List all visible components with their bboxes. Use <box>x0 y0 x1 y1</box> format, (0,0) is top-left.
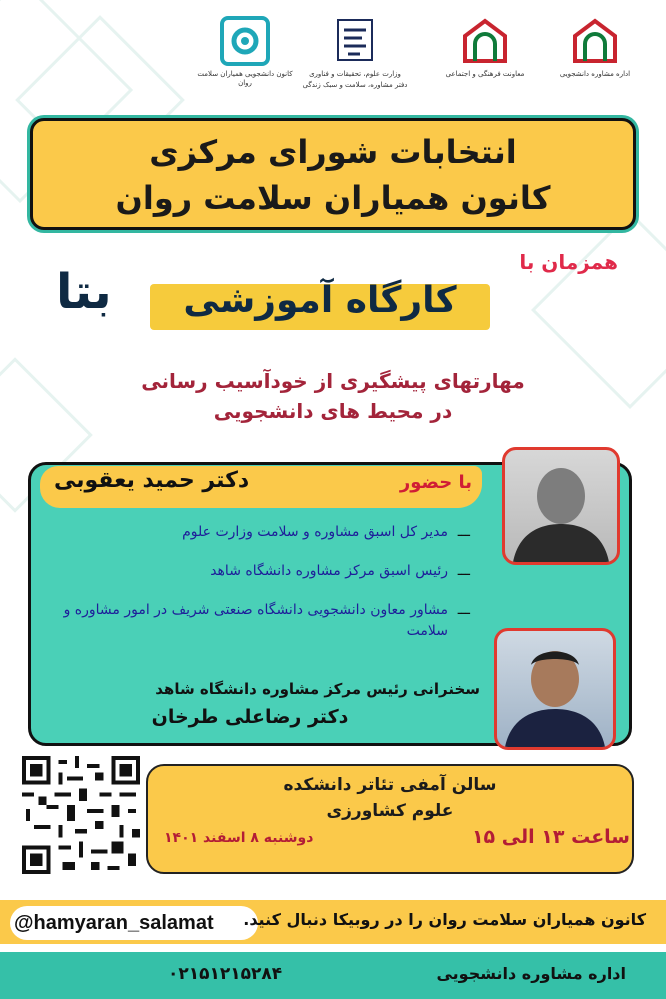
speaker-1-photo <box>502 447 620 565</box>
venue-text <box>160 772 620 824</box>
workshop-title: کارگاه آموزشی <box>183 280 457 321</box>
role-item: ـــ مدیر کل اسبق مشاوره و سلامت وزارت علوم <box>60 522 470 543</box>
logo-caption: کانون دانشجویی همیاران سلامت روان <box>197 70 293 87</box>
title-line-2: کانون همیاران سلامت روان <box>115 179 551 217</box>
lecture-label: سخنرانی رئیس مرکز مشاوره دانشگاه شاهد <box>155 680 480 698</box>
beta-title: بتا <box>56 264 112 320</box>
subtitle-line-1: مهارتهای پیشگیری از خودآسیب رسانی <box>141 369 525 393</box>
logo-caption-line1: وزارت علوم، تحقیقات و فناوری <box>309 70 401 78</box>
event-date: دوشنبه ۸ اسفند ۱۴۰۱ <box>164 830 314 846</box>
dash-bullet: ـــ <box>457 563 470 579</box>
phone-number[interactable]: ۰۲۱۵۱۲۱۵۲۸۴ <box>168 964 283 984</box>
follow-text: کانون همیاران سلامت روان را در روبیکا دنبال کنید. <box>243 910 646 929</box>
title-banner <box>30 118 636 230</box>
event-time: ساعت ۱۳ الی ۱۵ <box>471 826 630 848</box>
logo-counseling-center <box>190 14 300 88</box>
speaker-1-name: دکتر حمید یعقوبی <box>54 468 250 493</box>
shahed-university-logo-1-icon <box>458 14 512 68</box>
office-name: اداره مشاوره دانشجویی <box>436 964 626 983</box>
ministry-calligraphy-logo-icon <box>328 14 382 68</box>
presence-label: با حضور <box>399 472 472 493</box>
venue-line-2: علوم کشاورزی <box>326 801 454 821</box>
logo-ministry <box>300 14 410 90</box>
role-item: ـــ رئیس اسبق مرکز مشاوره دانشگاه شاهد <box>60 561 470 582</box>
counseling-center-logo-icon <box>218 14 272 68</box>
venue-line-1: سالن آمفی تئاتر دانشکده <box>283 775 497 795</box>
qr-code[interactable] <box>22 756 140 874</box>
speaker-1-roles <box>60 522 470 660</box>
logo-caption: معاونت فرهنگی و اجتماعی <box>445 70 525 78</box>
logo-caption: اداره مشاوره دانشجویی <box>559 70 631 78</box>
speaker-2-name: دکتر رضاعلی طرخان <box>151 706 349 728</box>
shahed-university-logo-2-icon <box>568 14 622 68</box>
logo-shahed-1 <box>430 14 540 79</box>
dash-bullet: ـــ <box>457 524 470 540</box>
social-handle[interactable]: @hamyaran_salamat <box>14 912 214 934</box>
concurrent-label: همزمان با <box>519 250 618 274</box>
speaker-2-photo <box>494 628 616 750</box>
logo-row <box>190 14 660 104</box>
role-item: ـــ مشاور معاون دانشجویی دانشگاه صنعتی شریف در امور مشاوره و سلامت <box>63 602 470 639</box>
logo-caption-line2: دفتر مشاوره، سلامت و سبک زندگی <box>302 81 408 89</box>
logo-shahed-2 <box>540 14 650 79</box>
workshop-subtitle <box>40 366 626 426</box>
dash-bullet: ـــ <box>457 602 470 618</box>
title-line-1: انتخابات شورای مرکزی <box>149 133 517 171</box>
subtitle-line-2: در محیط های دانشجویی <box>213 399 453 423</box>
